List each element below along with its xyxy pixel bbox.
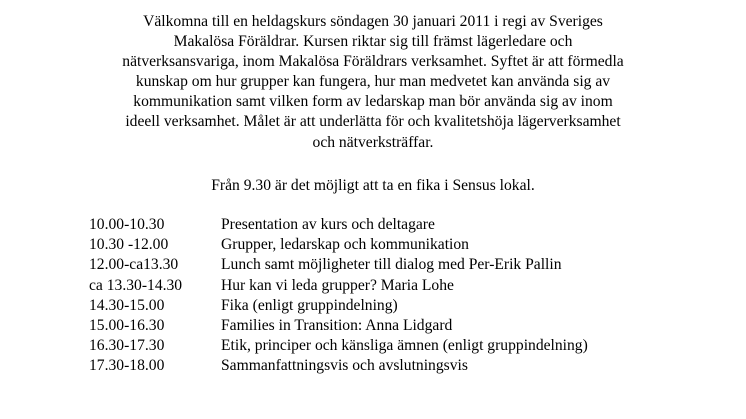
schedule-activity: Sammanfattningsvis och avslutningsvis (221, 357, 468, 375)
schedule-list (89, 215, 729, 377)
schedule-row (89, 316, 729, 336)
schedule-time: 14.30-15.00 (89, 296, 165, 314)
schedule-time: 16.30-17.30 (89, 337, 165, 355)
intro-line: kommunikation samt vilken form av ledarskap man bör använda sig av inom (133, 93, 613, 111)
schedule-activity: Hur kan vi leda grupper? Maria Lohe (221, 276, 454, 294)
intro-line: Välkomna till en heldagskurs söndagen 30 januari 2011 i regi av Sveriges (143, 13, 603, 30)
intro-line: ideell verksamhet. Målet är att underlätta för och kvalitetshöja lägerverksamhet (125, 113, 621, 131)
schedule-time: 17.30-18.00 (89, 357, 165, 375)
intro-line: nätverksansvariga, inom Makalösa Föräldrars verksamhet. Syftet är att förmedla (122, 53, 624, 71)
intro-line: Makalösa Föräldrar. Kursen riktar sig till främst lägerledare och (173, 33, 573, 51)
schedule-row (89, 296, 729, 316)
schedule-activity: Fika (enligt gruppindelning) (221, 296, 398, 314)
schedule-activity: Presentation av kurs och deltagare (221, 216, 435, 233)
schedule-activity: Families in Transition: Anna Lidgard (221, 316, 453, 334)
schedule-activity: Lunch samt möjligheter till dialog med Per-Erik Pallin (221, 256, 562, 274)
intro-line: kunskap om hur grupper kan fungera, hur man medvetet kan använda sig av (135, 73, 611, 91)
schedule-row (89, 336, 729, 356)
schedule-activity: Etik, principer och känsliga ämnen (enligt gruppindelning) (221, 337, 588, 355)
schedule-row (89, 276, 729, 296)
schedule-row (89, 235, 729, 255)
schedule-activity: Grupper, ledarskap och kommunikation (221, 236, 469, 254)
intro-paragraph (60, 12, 686, 153)
schedule-time: ca 13.30-14.30 (89, 276, 183, 294)
schedule-row (89, 356, 729, 376)
schedule-time: 10.30 -12.00 (89, 236, 169, 254)
intro-line: och nätverksträffar. (312, 133, 434, 151)
schedule-time: 12.00-ca13.30 (89, 256, 179, 274)
schedule-row (89, 215, 729, 235)
schedule-time: 15.00-16.30 (89, 316, 165, 334)
schedule-row (89, 255, 729, 275)
schedule-time: 10.00-10.30 (89, 216, 165, 233)
fika-note: Från 9.30 är det möjligt att ta en fika i Sensus lokal. (211, 177, 535, 194)
